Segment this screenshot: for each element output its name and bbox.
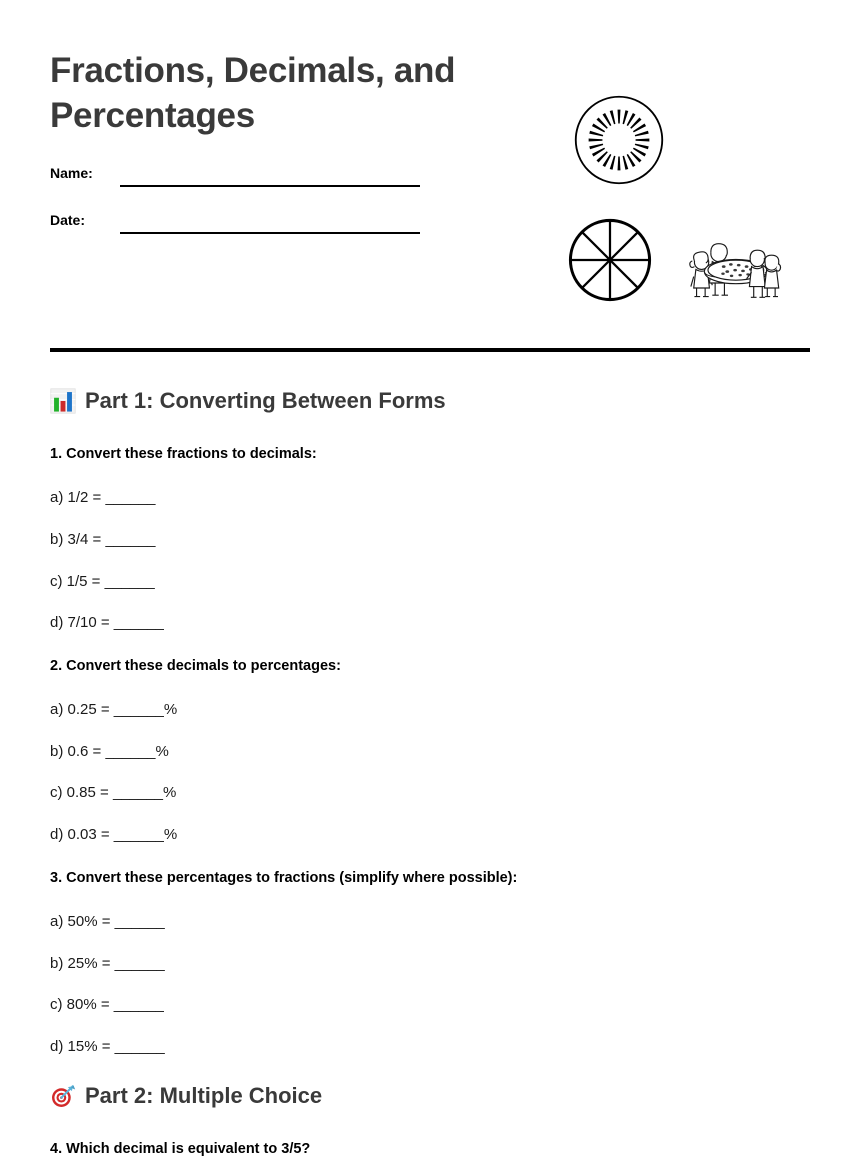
- question-1-item-b[interactable]: [50, 531, 156, 548]
- question-2-item-a-suffix: %: [163, 701, 178, 718]
- children-sharing-pizza-illustration: [683, 232, 783, 304]
- question-3-item-a[interactable]: [50, 913, 165, 930]
- name-field-label: Name:: [50, 165, 93, 181]
- question-2-item-d[interactable]: [50, 826, 177, 843]
- question-3-item-d-blank[interactable]: ______: [114, 1038, 165, 1055]
- question-2-item-a-blank[interactable]: ______: [113, 701, 164, 718]
- question-3-item-b-blank[interactable]: ______: [114, 955, 165, 972]
- page-title: Fractions, Decimals, and Percentages: [50, 51, 456, 135]
- question-3-item-a-label: a) 50% =: [50, 913, 115, 930]
- question-2-item-b-suffix: %: [155, 743, 169, 760]
- question-1-item-a[interactable]: [50, 489, 156, 506]
- fraction-circle-eighths-illustration: [567, 217, 653, 303]
- date-field-line[interactable]: [120, 232, 420, 234]
- question-2-prompt: 2. Convert these decimals to percentages:: [50, 658, 341, 674]
- question-4-prompt: 4. Which decimal is equivalent to 3/5?: [50, 1141, 311, 1157]
- name-field-line[interactable]: [120, 185, 420, 187]
- question-2-item-d-suffix: %: [163, 826, 178, 843]
- question-1-item-a-label: a) 1/2 =: [50, 489, 106, 506]
- section-heading-part-2-label: Part 2: Multiple Choice: [85, 1083, 323, 1108]
- question-3-item-c-label: c) 80% =: [50, 996, 114, 1013]
- question-1-item-d-blank[interactable]: ______: [113, 614, 164, 631]
- question-3-item-b-label: b) 25% =: [50, 955, 115, 972]
- question-2-item-d-blank[interactable]: ______: [113, 826, 164, 843]
- header-divider: [50, 348, 810, 352]
- question-3-item-a-blank[interactable]: ______: [114, 913, 165, 930]
- question-2-item-c-blank[interactable]: ______: [112, 784, 164, 801]
- question-1-item-c-blank[interactable]: ______: [104, 573, 155, 590]
- question-1-prompt: 1. Convert these fractions to decimals:: [50, 446, 317, 462]
- bar-chart-emoji-icon: [50, 388, 76, 414]
- section-heading-part-1-label: Part 1: Converting Between Forms: [85, 388, 446, 413]
- question-3-item-d[interactable]: [50, 1038, 165, 1055]
- dart-target-emoji-icon: [50, 1083, 76, 1109]
- question-1-item-a-blank[interactable]: ______: [105, 489, 156, 506]
- question-1-item-c-label: c) 1/5 =: [50, 573, 105, 590]
- question-1-item-b-label: b) 3/4 =: [50, 531, 106, 548]
- section-heading-part-2: [50, 1083, 322, 1109]
- question-1-item-c[interactable]: [50, 573, 155, 590]
- date-field-label: Date:: [50, 212, 86, 228]
- question-2-item-c[interactable]: [50, 784, 176, 801]
- question-2-item-c-suffix: %: [163, 784, 177, 801]
- question-3-item-b[interactable]: [50, 955, 165, 972]
- question-2-item-c-label: c) 0.85 =: [50, 784, 113, 801]
- kiwi-slice-illustration: [573, 94, 665, 186]
- question-2-item-b[interactable]: [50, 743, 169, 760]
- question-2-item-a[interactable]: [50, 701, 177, 718]
- section-heading-part-1: [50, 388, 446, 414]
- question-3-item-c[interactable]: [50, 996, 164, 1013]
- question-1-item-d[interactable]: [50, 614, 164, 631]
- question-3-item-d-label: d) 15% =: [50, 1038, 115, 1055]
- question-2-item-b-label: b) 0.6 =: [50, 743, 106, 760]
- question-2-item-b-blank[interactable]: ______: [105, 743, 156, 760]
- question-1-item-d-label: d) 7/10 =: [50, 614, 114, 631]
- question-3-prompt: 3. Convert these percentages to fractions (simplify where possible):: [50, 870, 518, 886]
- question-3-item-c-blank[interactable]: ______: [113, 996, 164, 1013]
- question-2-item-a-label: a) 0.25 =: [50, 701, 114, 718]
- date-field-row: [50, 212, 450, 234]
- question-1-item-b-blank[interactable]: ______: [105, 531, 156, 548]
- question-2-item-d-label: d) 0.03 =: [50, 826, 114, 843]
- name-field-row: [50, 165, 450, 187]
